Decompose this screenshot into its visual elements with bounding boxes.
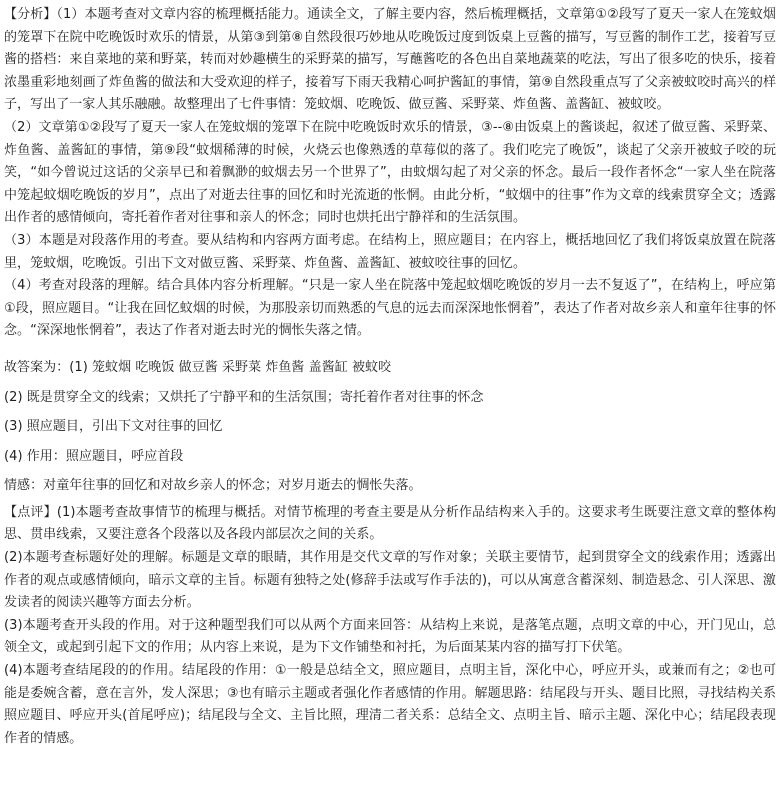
analysis-paragraph-3: （3）本题是对段落作用的考查。要从结构和内容两方面考虑。在结构上，照应题目；在内容上，概括地回忆了我们将饭桌放置在院落里，笼蚊烟，吃晚饭。引出下文对做豆酱、采野菜、炸鱼酱、盖酱缸、被蚊咬往事的回忆。 [4, 232, 776, 271]
comment-paragraph-4: (4)本题考查结尾段的的作用。结尾段的作用：①一般是总结全文，照应题目，点明主旨，深化中心，呼应开头，或兼而有之；②也可能是委婉含蓄，意在言外，发人深思；③也有暗示主题或者强化作者感情的作用。解题思路：结尾段与开头、题目比照，寻找结构关系照应题目、呼应开头(首尾呼应)；结尾段与全文、主旨比照，理清二者关系：总结全文、点明主旨、暗示主题、深化中心；结尾段表现作者的情感。 [4, 663, 776, 746]
answer-line-1: 故答案为：(1) 笼蚊烟 吃晚饭 做豆酱 采野菜 炸鱼酱 盖酱缸 被蚊咬 [4, 359, 392, 375]
answer-line-2: (2) 既是贯穿全文的线索；又烘托了宁静平和的生活氛围；寄托着作者对往事的怀念 [4, 389, 484, 405]
analysis-paragraph-2: （2）文章第①②段写了夏天一家人在笼蚊烟的笼罩下在院中吃晚饭时欢乐的情景，③--⑧由饭桌上的酱谈起，叙述了做豆酱、采野菜、炸鱼酱、盖酱缸的事情，第⑨段“蚊烟稀薄的时候，火烧云也像熟透的草莓似的落了。我们吃完了晚饭”，谈起了父亲开被蚊子咬的玩笑，“如今曾说过这话的父亲早已和着飘渺的蚊烟去另一个世界了”，由蚊烟勾起了对父亲的怀念。最后一段作者怀念“一家人坐在院落中笼起蚊烟吃晚饭的岁月”，点出了对逝去往事的回忆和时光流逝的怅惘。由此分析，“蚊烟中的往事”作为文章的线索贯穿全文；透露出作者的感情倾向，寄托着作者对往事和亲人的怀念；同时也烘托出宁静祥和的生活氛围。 [4, 119, 776, 226]
answer-section [4, 357, 776, 498]
answer-line-3: (3) 照应题目，引出下文对往事的回忆 [4, 419, 223, 435]
comment-paragraph-2: (2)本题考查标题好处的理解。标题是文章的眼睛，其作用是交代文章的写作对象；关联主要情节，起到贯穿全文的线索作用；透露出作者的观点或感情倾向，暗示文章的主旨。标题有独特之处(修辞手法或写作手法的)，可以从寓意含蓄深刻、制造悬念、引人深思、激发读者的阅读兴趣等方面去分析。 [4, 550, 776, 611]
comment-paragraph-3: (3)本题考查开头段的作用。对于这种题型我们可以从两个方面来回答：从结构上来说，是落笔点题，点明文章的中心，开门见山，总领全文，或起到引起下文的作用；从内容上来说，是为下文作铺垫和衬托，为后面某某内容的描写打下伏笔。 [4, 617, 776, 656]
comment-section [4, 502, 776, 751]
answer-line-5: 情感：对童年往事的回忆和对故乡亲人的怀念；对岁月逝去的惆怅失落。 [4, 478, 422, 494]
analysis-paragraph-4: （4）考查对段落的理解。结合具体内容分析理解。“只是一家人坐在院落中笼起蚊烟吃晚饭的岁月一去不复返了”，在结构上，呼应第①段，照应题目。“让我在回忆蚊烟的时候，为那股亲切而熟悉的气息的远去而深深地怅惘着”，表达了作者对故乡亲人和童年往事的怀念。“深深地怅惘着”，表达了作者对逝去时光的惆怅失落之情。 [4, 278, 776, 339]
comment-paragraph-1: 【点评】(1)本题考查故事情节的梳理与概括。对情节梳理的考查主要是从分析作品结构来入手的。这要求考生既要注意文章的整体构思、贯串线索，又要注意各个段落以及各段内部层次之间的关系。 [4, 504, 776, 543]
analysis-section [4, 4, 776, 343]
analysis-paragraph-1: 【分析】（1）本题考查对文章内容的梳理概括能力。通读全文，了解主要内容，然后梳理概括，文章第①②段写了夏天一家人在笼蚊烟的笼罩下在院中吃晚饭时欢乐的情景，从第③到第⑧自然段很巧妙地从吃晚饭过度到饭桌上豆酱的描写，写豆酱的制作工艺，接着写豆酱的搭档：来自菜地的菜和野菜，转而对妙趣横生的采野菜的描写，写蘸酱吃的各色出自菜地蔬菜的吃法，写出了很多吃的快乐，接着浓墨重彩地刻画了炸鱼酱的做法和大受欢迎的样子，接着写下雨天我精心呵护酱缸的事情，第⑨自然段重点写了父亲被蚊咬时高兴的样子，写出了一家人其乐融融。故整理出了七件事情：笼蚊烟、吃晚饭、做豆酱、采野菜、炸鱼酱、盖酱缸、被蚊咬。 [4, 7, 776, 113]
answer-line-4: (4) 作用：照应题目，呼应首段 [4, 448, 184, 464]
